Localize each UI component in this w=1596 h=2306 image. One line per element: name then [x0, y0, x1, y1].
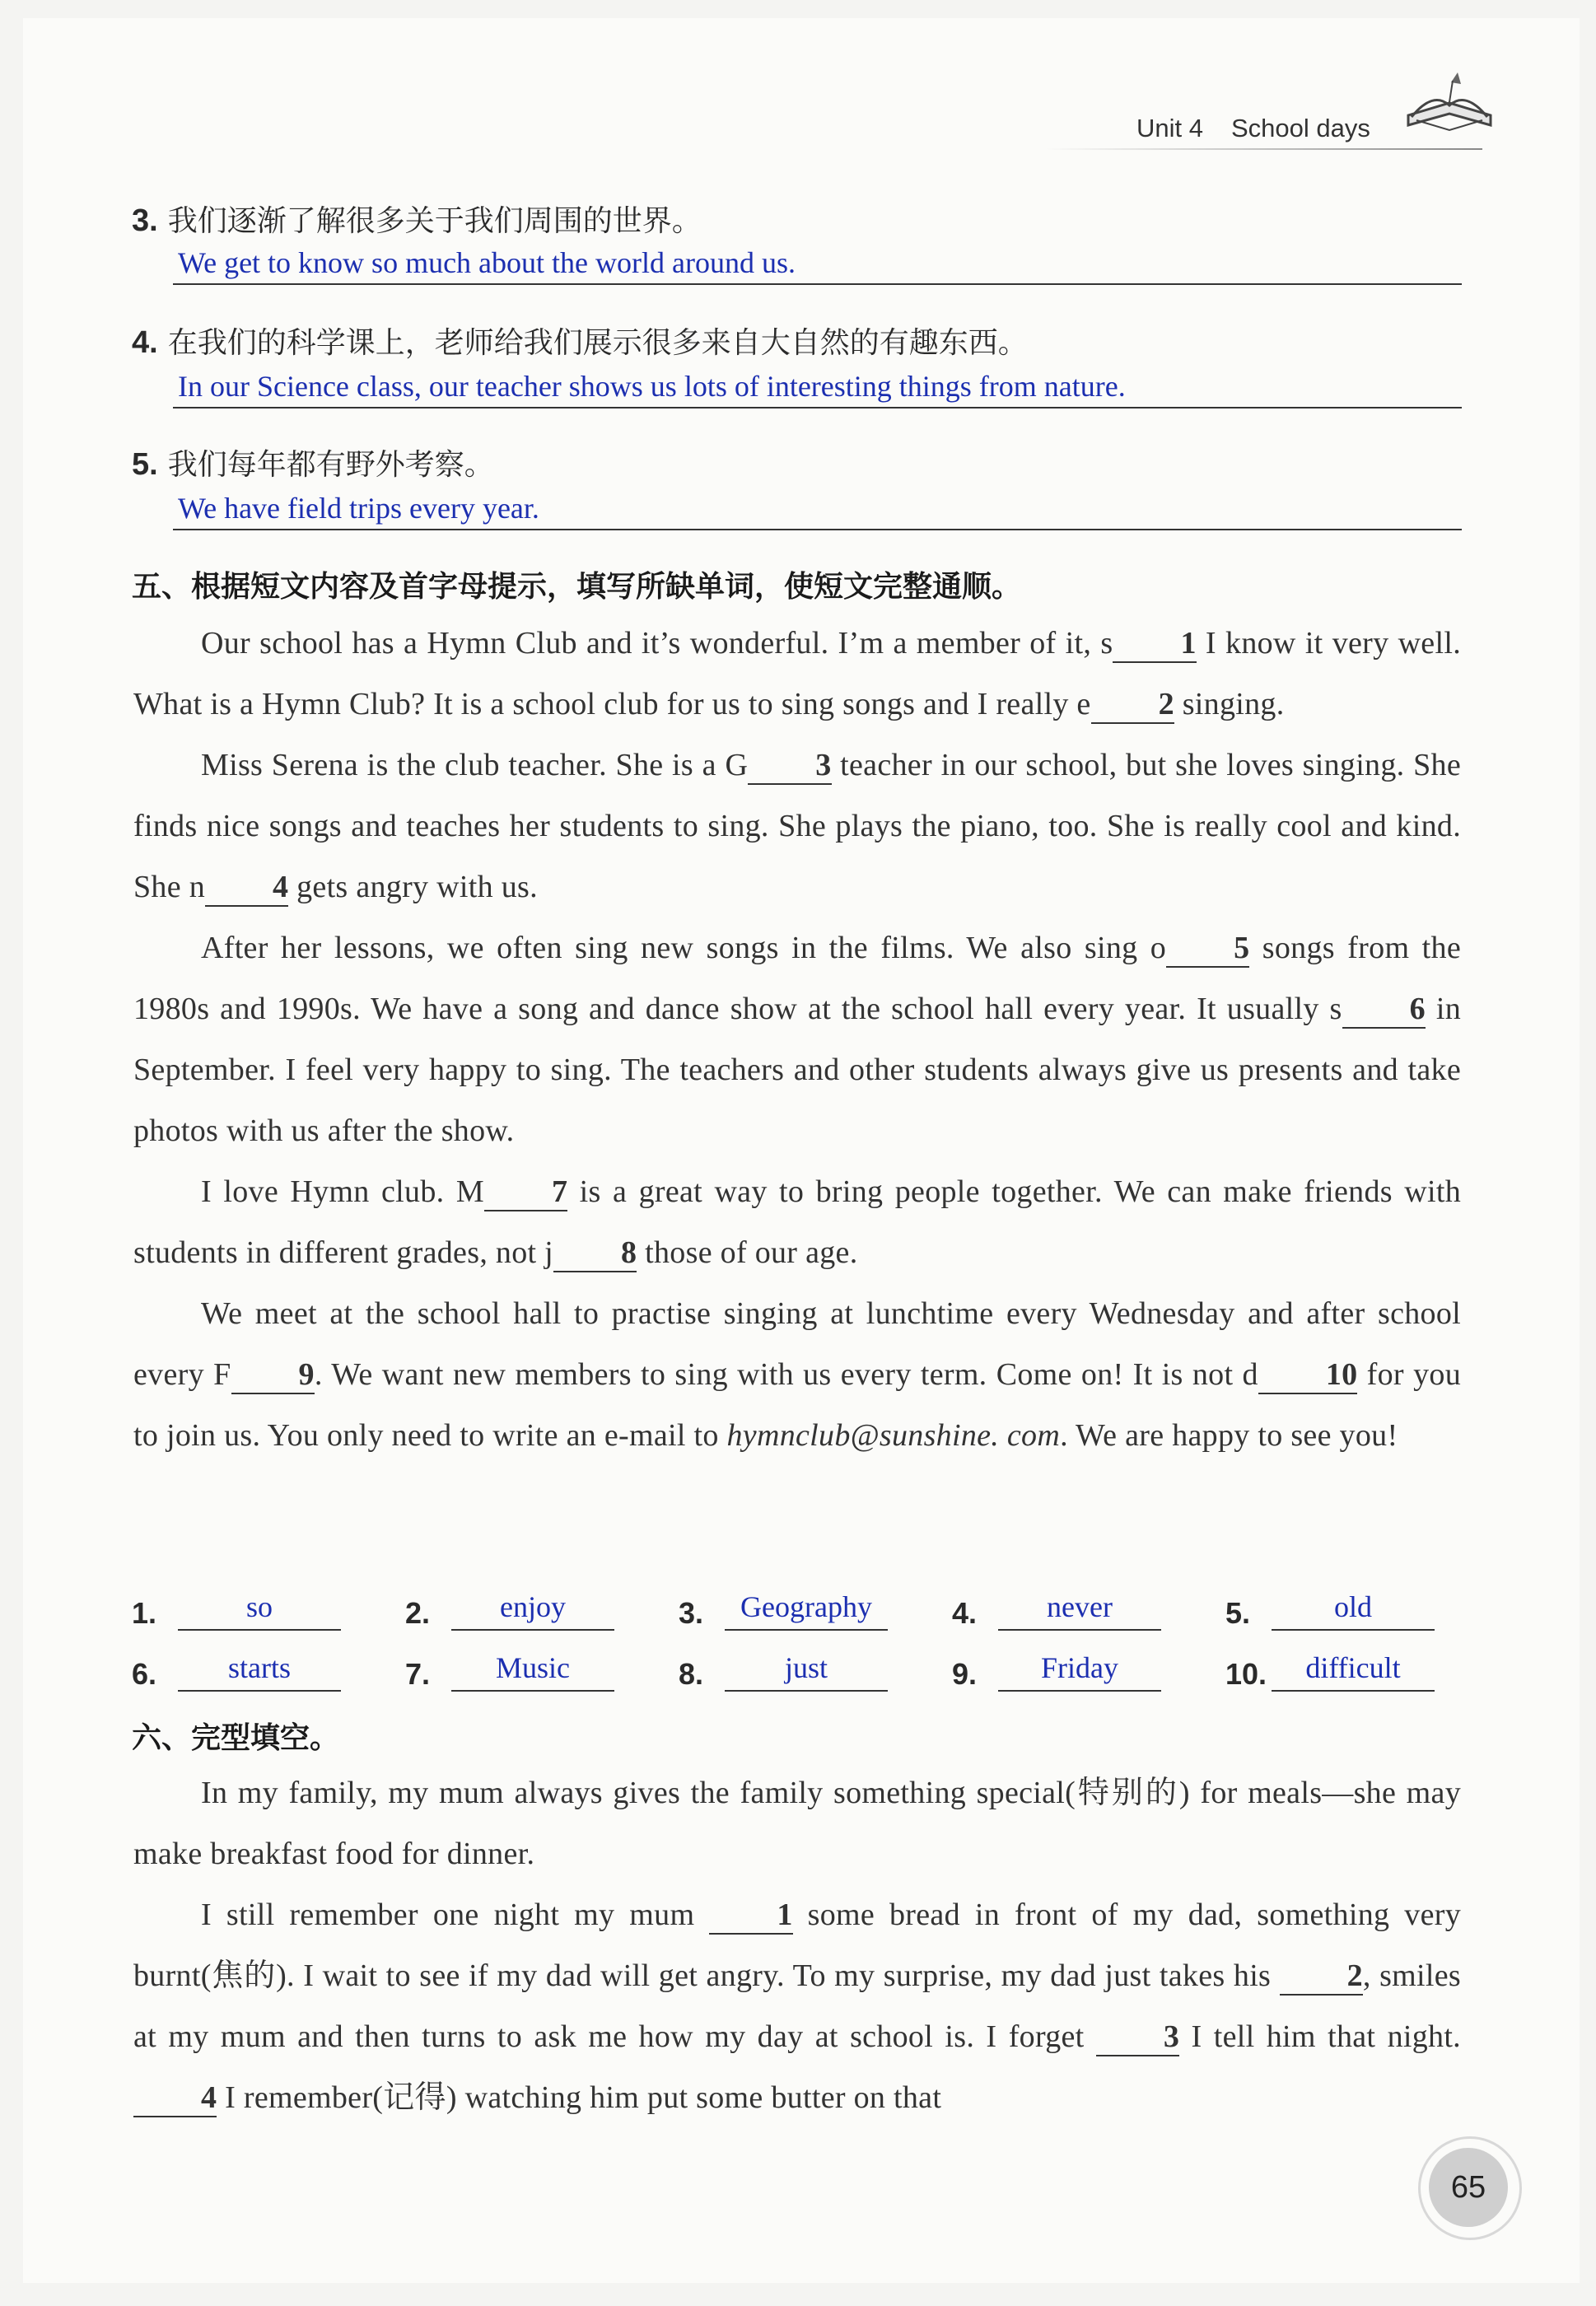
- unit-label: Unit 4: [1136, 114, 1203, 142]
- blank-4[interactable]: 4: [205, 869, 288, 907]
- passage-paragraph: In my family, my mum always gives the family something special(特别的) for meals—she may make breakfast food for dinner.: [133, 1776, 1461, 1871]
- passage-paragraph: After her lessons, we often sing new songs in the films. We also sing o 5 songs from the 1980s and 1990s. We have a song and dance show at the school hall every year. It usually s 6 in September. I feel very happy to sing. The teachers and other students always give us presents and take photos with us after the show.: [133, 931, 1462, 1148]
- answer-cell-4[interactable]: 4. never: [952, 1581, 1199, 1631]
- cloze-blank-1[interactable]: 1: [709, 1897, 792, 1935]
- blank-8[interactable]: 8: [553, 1235, 637, 1272]
- answer-cell-7[interactable]: 7. Music: [405, 1642, 652, 1692]
- answer-cell-3[interactable]: 3. Geography: [679, 1581, 926, 1631]
- email-address: hymnclub@sunshine. com: [726, 1418, 1061, 1453]
- cloze-blank-4[interactable]: 4: [133, 2080, 217, 2117]
- answer-cell-6[interactable]: 6. starts: [132, 1642, 379, 1692]
- section-5-title: 五、根据短文内容及首字母提示，填写所缺单词，使短文完整通顺。: [132, 570, 1022, 604]
- answer-line-3[interactable]: We get to know so much about the world around us.: [173, 247, 1462, 285]
- header-rule: [1046, 148, 1482, 150]
- passage-paragraph: Miss Serena is the club teacher. She is a G 3 teacher in our school, but she loves singing. She finds nice songs and teaches her students to sing. She plays the piano, too. She is really cool and kind. She n 4 gets angry with us.: [133, 735, 1461, 917]
- answer-cell-9[interactable]: 9. Friday: [952, 1642, 1199, 1692]
- passage-paragraph: We meet at the school hall to practise singing at lunchtime every Wednesday and after school every F 9. We want new members to sing with us every term. Come on! It is not d 10 for you to join us. You only need to write an e-mail to hymnclub@sunshine. com. We are happy to see you!: [133, 1296, 1461, 1453]
- answer-line-5[interactable]: We have field trips every year.: [173, 492, 1462, 530]
- blank-6[interactable]: 6: [1342, 991, 1426, 1029]
- open-book-icon: [1400, 66, 1499, 148]
- question-4: 4. 在我们的科学课上，老师给我们展示很多来自大自然的有趣东西。: [132, 325, 1028, 360]
- question-5: 5. 我们每年都有野外考察。: [132, 447, 494, 482]
- section-6-passage: [133, 1762, 1461, 2128]
- blank-3[interactable]: 3: [748, 747, 831, 785]
- answer-cell-1[interactable]: 1. so: [132, 1581, 379, 1631]
- passage-paragraph: I love Hymn club. M 7 is a great way to bring people together. We can make friends with students in different grades, not j 8 those of our age.: [133, 1161, 1461, 1283]
- answer-cell-8[interactable]: 8. just: [679, 1642, 926, 1692]
- section-5-passage: [133, 613, 1461, 1466]
- section-6-title: 六、完型填空。: [132, 1721, 340, 1755]
- unit-title: School days: [1230, 114, 1370, 142]
- running-header: [1136, 114, 1370, 143]
- passage-paragraph: I still remember one night my mum 1 some bread in front of my dad, something very burnt(焦的). I wait to see if my dad will get angry. To my surprise, my dad just takes his 2, smiles at my mum and then turns to ask me how my day at school is. I forget 3 I tell him that night. 4 I remember(记得) watching him put some butter on that: [133, 1884, 1461, 2128]
- page-number: 65: [1429, 2148, 1508, 2227]
- blank-7[interactable]: 7: [484, 1174, 567, 1211]
- blank-9[interactable]: 9: [231, 1356, 315, 1394]
- question-3: 3. 我们逐渐了解很多关于我们周围的世界。: [132, 203, 702, 238]
- blank-1[interactable]: 1: [1113, 625, 1196, 663]
- answer-line-4[interactable]: In our Science class, our teacher shows us lots of interesting things from nature.: [173, 371, 1462, 408]
- blank-5[interactable]: 5: [1166, 930, 1249, 968]
- blank-10[interactable]: 10: [1258, 1356, 1358, 1394]
- cloze-blank-3[interactable]: 3: [1096, 2019, 1179, 2056]
- answer-cell-5[interactable]: 5. old: [1225, 1581, 1472, 1631]
- answer-cell-10[interactable]: 10. difficult: [1225, 1642, 1472, 1692]
- blank-2[interactable]: 2: [1091, 686, 1174, 724]
- cloze-blank-2[interactable]: 2: [1280, 1958, 1363, 1996]
- answer-cell-2[interactable]: 2. enjoy: [405, 1581, 652, 1631]
- passage-paragraph: Our school has a Hymn Club and it’s wonderful. I’m a member of it, s 1 I know it very well. What is a Hymn Club? It is a school club for us to sing songs and I really e 2 singing.: [133, 613, 1461, 735]
